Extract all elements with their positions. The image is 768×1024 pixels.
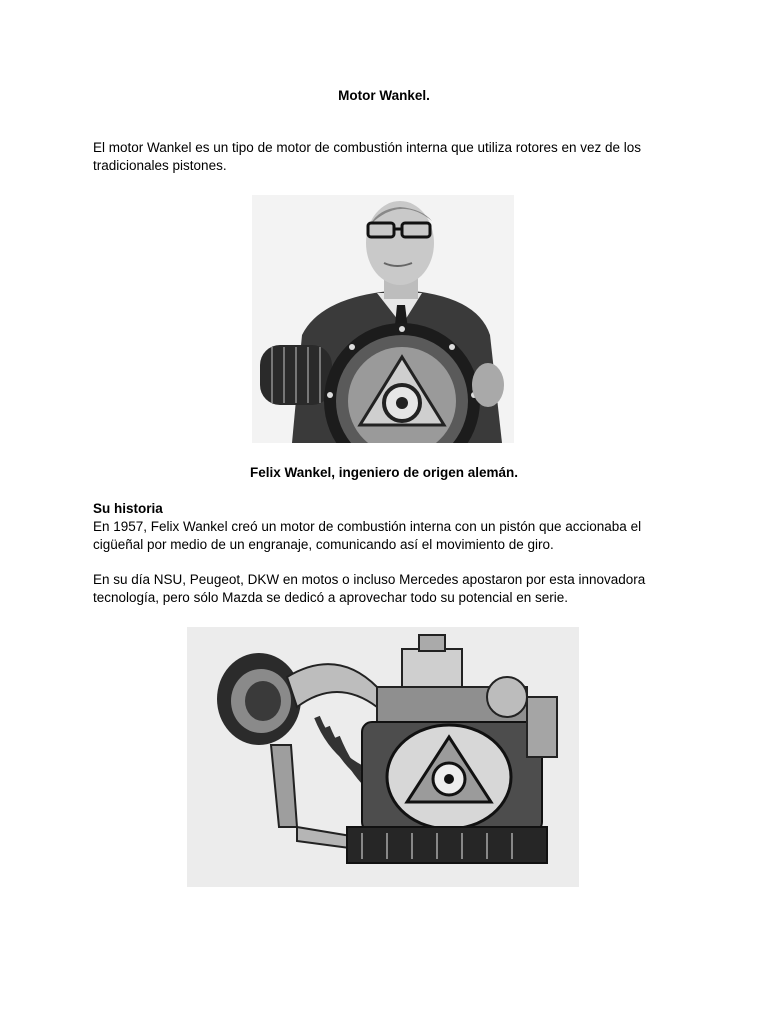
intro-paragraph: El motor Wankel es un tipo de motor de combustión interna que utiliza rotores en vez de los tradicionales pistones. (93, 140, 642, 173)
wankel-engine-illustration (187, 627, 579, 887)
felix-wankel-photo (252, 195, 514, 443)
document-title: Motor Wankel. (338, 88, 430, 103)
nsu-paragraph: En su día NSU, Peugeot, DKW en motos o incluso Mercedes apostaron por esta innovadora tecnología, pero sólo Mazda se dedicó a aprovechar todo su potencial en serie. (93, 572, 646, 605)
history-heading: Su historia (93, 501, 163, 516)
history-paragraph: En 1957, Felix Wankel creó un motor de combustión interna con un pistón que accionaba el cigüeñal por medio de un engranaje, comunicando así el movimiento de giro. (93, 519, 642, 552)
photo-caption: Felix Wankel, ingeniero de origen alemán. (249, 465, 519, 480)
